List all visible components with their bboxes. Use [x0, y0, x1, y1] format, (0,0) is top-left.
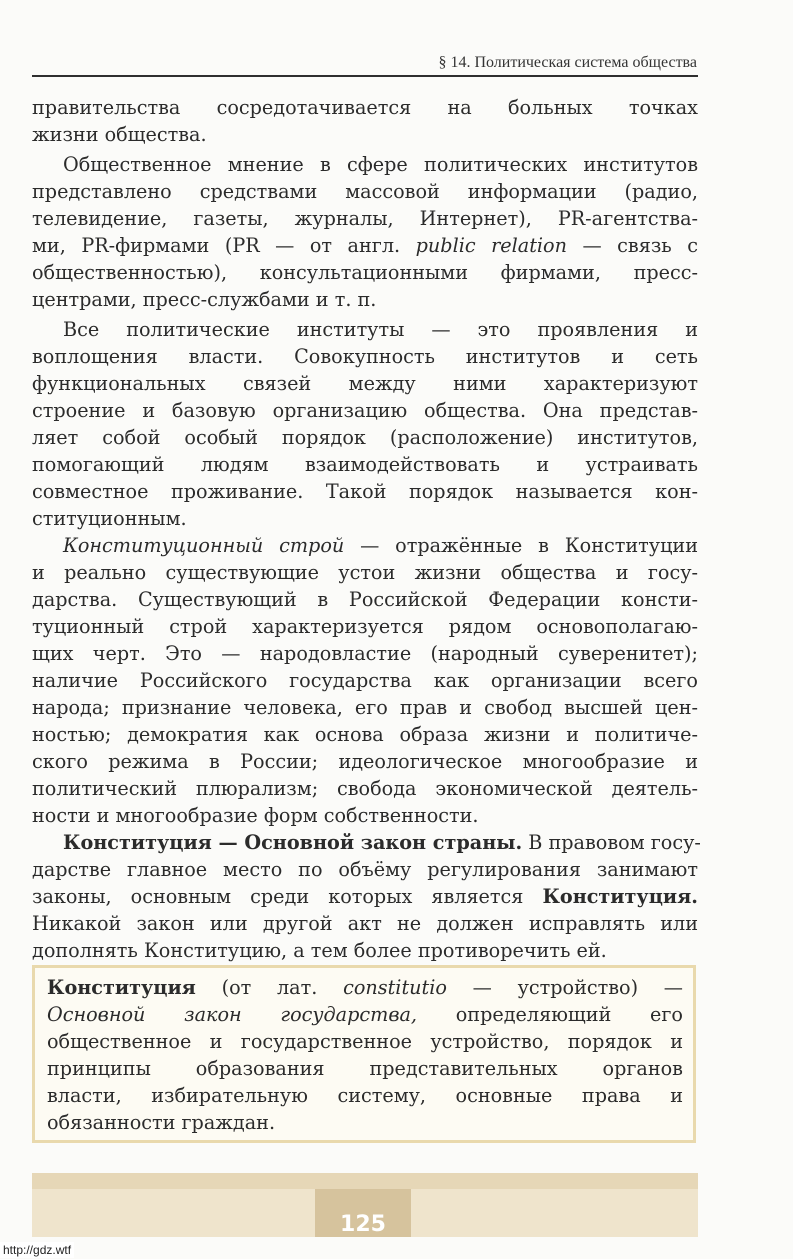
definition-italic: Основной закон государства,: [47, 1003, 418, 1026]
term-italic: Конституционный строй: [63, 534, 345, 557]
text-line: [32, 883, 698, 910]
text-line: жизни общества.: [32, 123, 207, 146]
definition-line: общественное и государственное устройство, порядок и: [47, 1030, 683, 1053]
definition-line: [47, 1001, 683, 1028]
text-line: [32, 532, 698, 559]
text-line: ности и многообразие форм собственности.: [32, 804, 479, 827]
text-span: В правовом госу-: [528, 831, 701, 854]
text-line: строение и базовую организацию общества. Она представ-: [32, 399, 698, 422]
text-line: и реально существующие устои жизни общества и госу-: [32, 561, 698, 584]
definition-term: Конституция: [47, 976, 196, 999]
running-header: § 14. Политическая система общества: [438, 54, 697, 71]
page-number: 125: [340, 1212, 386, 1237]
text-line: наличие Российского государства как организации всего: [32, 669, 698, 692]
header-divider: [32, 75, 698, 77]
text-line: совместное проживание. Такой порядок называется кон-: [32, 480, 698, 503]
term-bold: Конституция.: [542, 885, 698, 908]
text-line: представлено средствами массовой информации (радио,: [32, 180, 698, 203]
text-span: определяющий его: [455, 1003, 683, 1026]
text-line: народа; признание человека, его прав и свобод высшей цен-: [32, 696, 698, 719]
watermark-link[interactable]: http://gdz.wtf: [0, 1242, 74, 1258]
term-bold: Конституция — Основной закон страны.: [63, 831, 523, 854]
text-line: правительства сосредотачивается на больных точках: [32, 96, 698, 119]
latin-term: constitutio: [343, 976, 447, 999]
text-line: дарства. Существующий в Российской Федерации консти-: [32, 588, 698, 611]
text-line: щих черт. Это — народовластие (народный суверенитет);: [32, 642, 698, 665]
text-span: законы, основным среди которых является: [32, 885, 524, 908]
page-body: [32, 94, 701, 964]
definition-line: принципы образования представительных органов: [47, 1057, 683, 1080]
text-line: политический плюрализм; свобода экономической деятель-: [32, 777, 698, 800]
text-line: помогающий людям взаимодействовать и устраивать: [32, 453, 698, 476]
text-line: [32, 232, 698, 259]
text-line: телевидение, газеты, журналы, Интернет), PR-агентства-: [32, 207, 698, 230]
text-line: [32, 829, 701, 856]
definition-box: [32, 965, 696, 1143]
english-term: public relation: [415, 234, 567, 257]
text-line: центрами, пресс-службами и т. п.: [32, 288, 377, 311]
text-line: Все политические институты — это проявления и: [63, 318, 698, 341]
text-span: — отражённые в Конституции: [360, 534, 698, 557]
text-line: воплощения власти. Совокупность институтов и сеть: [32, 345, 698, 368]
text-span: ми, PR-фирмами (PR — от англ.: [32, 234, 401, 257]
text-line: дарстве главное место по объёму регулирования занимают: [32, 858, 698, 881]
text-line: ляет собой особый порядок (расположение) институтов,: [32, 426, 698, 449]
text-line: функциональных связей между ними характеризуют: [32, 372, 698, 395]
text-span: — связь с: [582, 234, 698, 257]
text-line: общественностью), консультационными фирмами, пресс-: [32, 261, 698, 284]
text-line: ского режима в России; идеологическое многообразие и: [32, 750, 698, 773]
text-line: Никакой закон или другой акт не должен исправлять или: [32, 912, 698, 935]
text-line: туционный строй характеризуется рядом основополагаю-: [32, 615, 698, 638]
text-line: дополнять Конституцию, а тем более противоречить ей.: [32, 939, 607, 962]
definition-line: обязанности граждан.: [47, 1111, 276, 1134]
text-span: — устройство) —: [472, 976, 683, 999]
text-line: Общественное мнение в сфере политических институтов: [63, 153, 698, 176]
text-span: (от лат.: [221, 976, 318, 999]
text-line: ституционным.: [32, 507, 187, 530]
definition-line: власти, избирательную систему, основные права и: [47, 1084, 683, 1107]
definition-line: [47, 974, 683, 1001]
text-line: ностью; демократия как основа образа жизни и политиче-: [32, 723, 698, 746]
